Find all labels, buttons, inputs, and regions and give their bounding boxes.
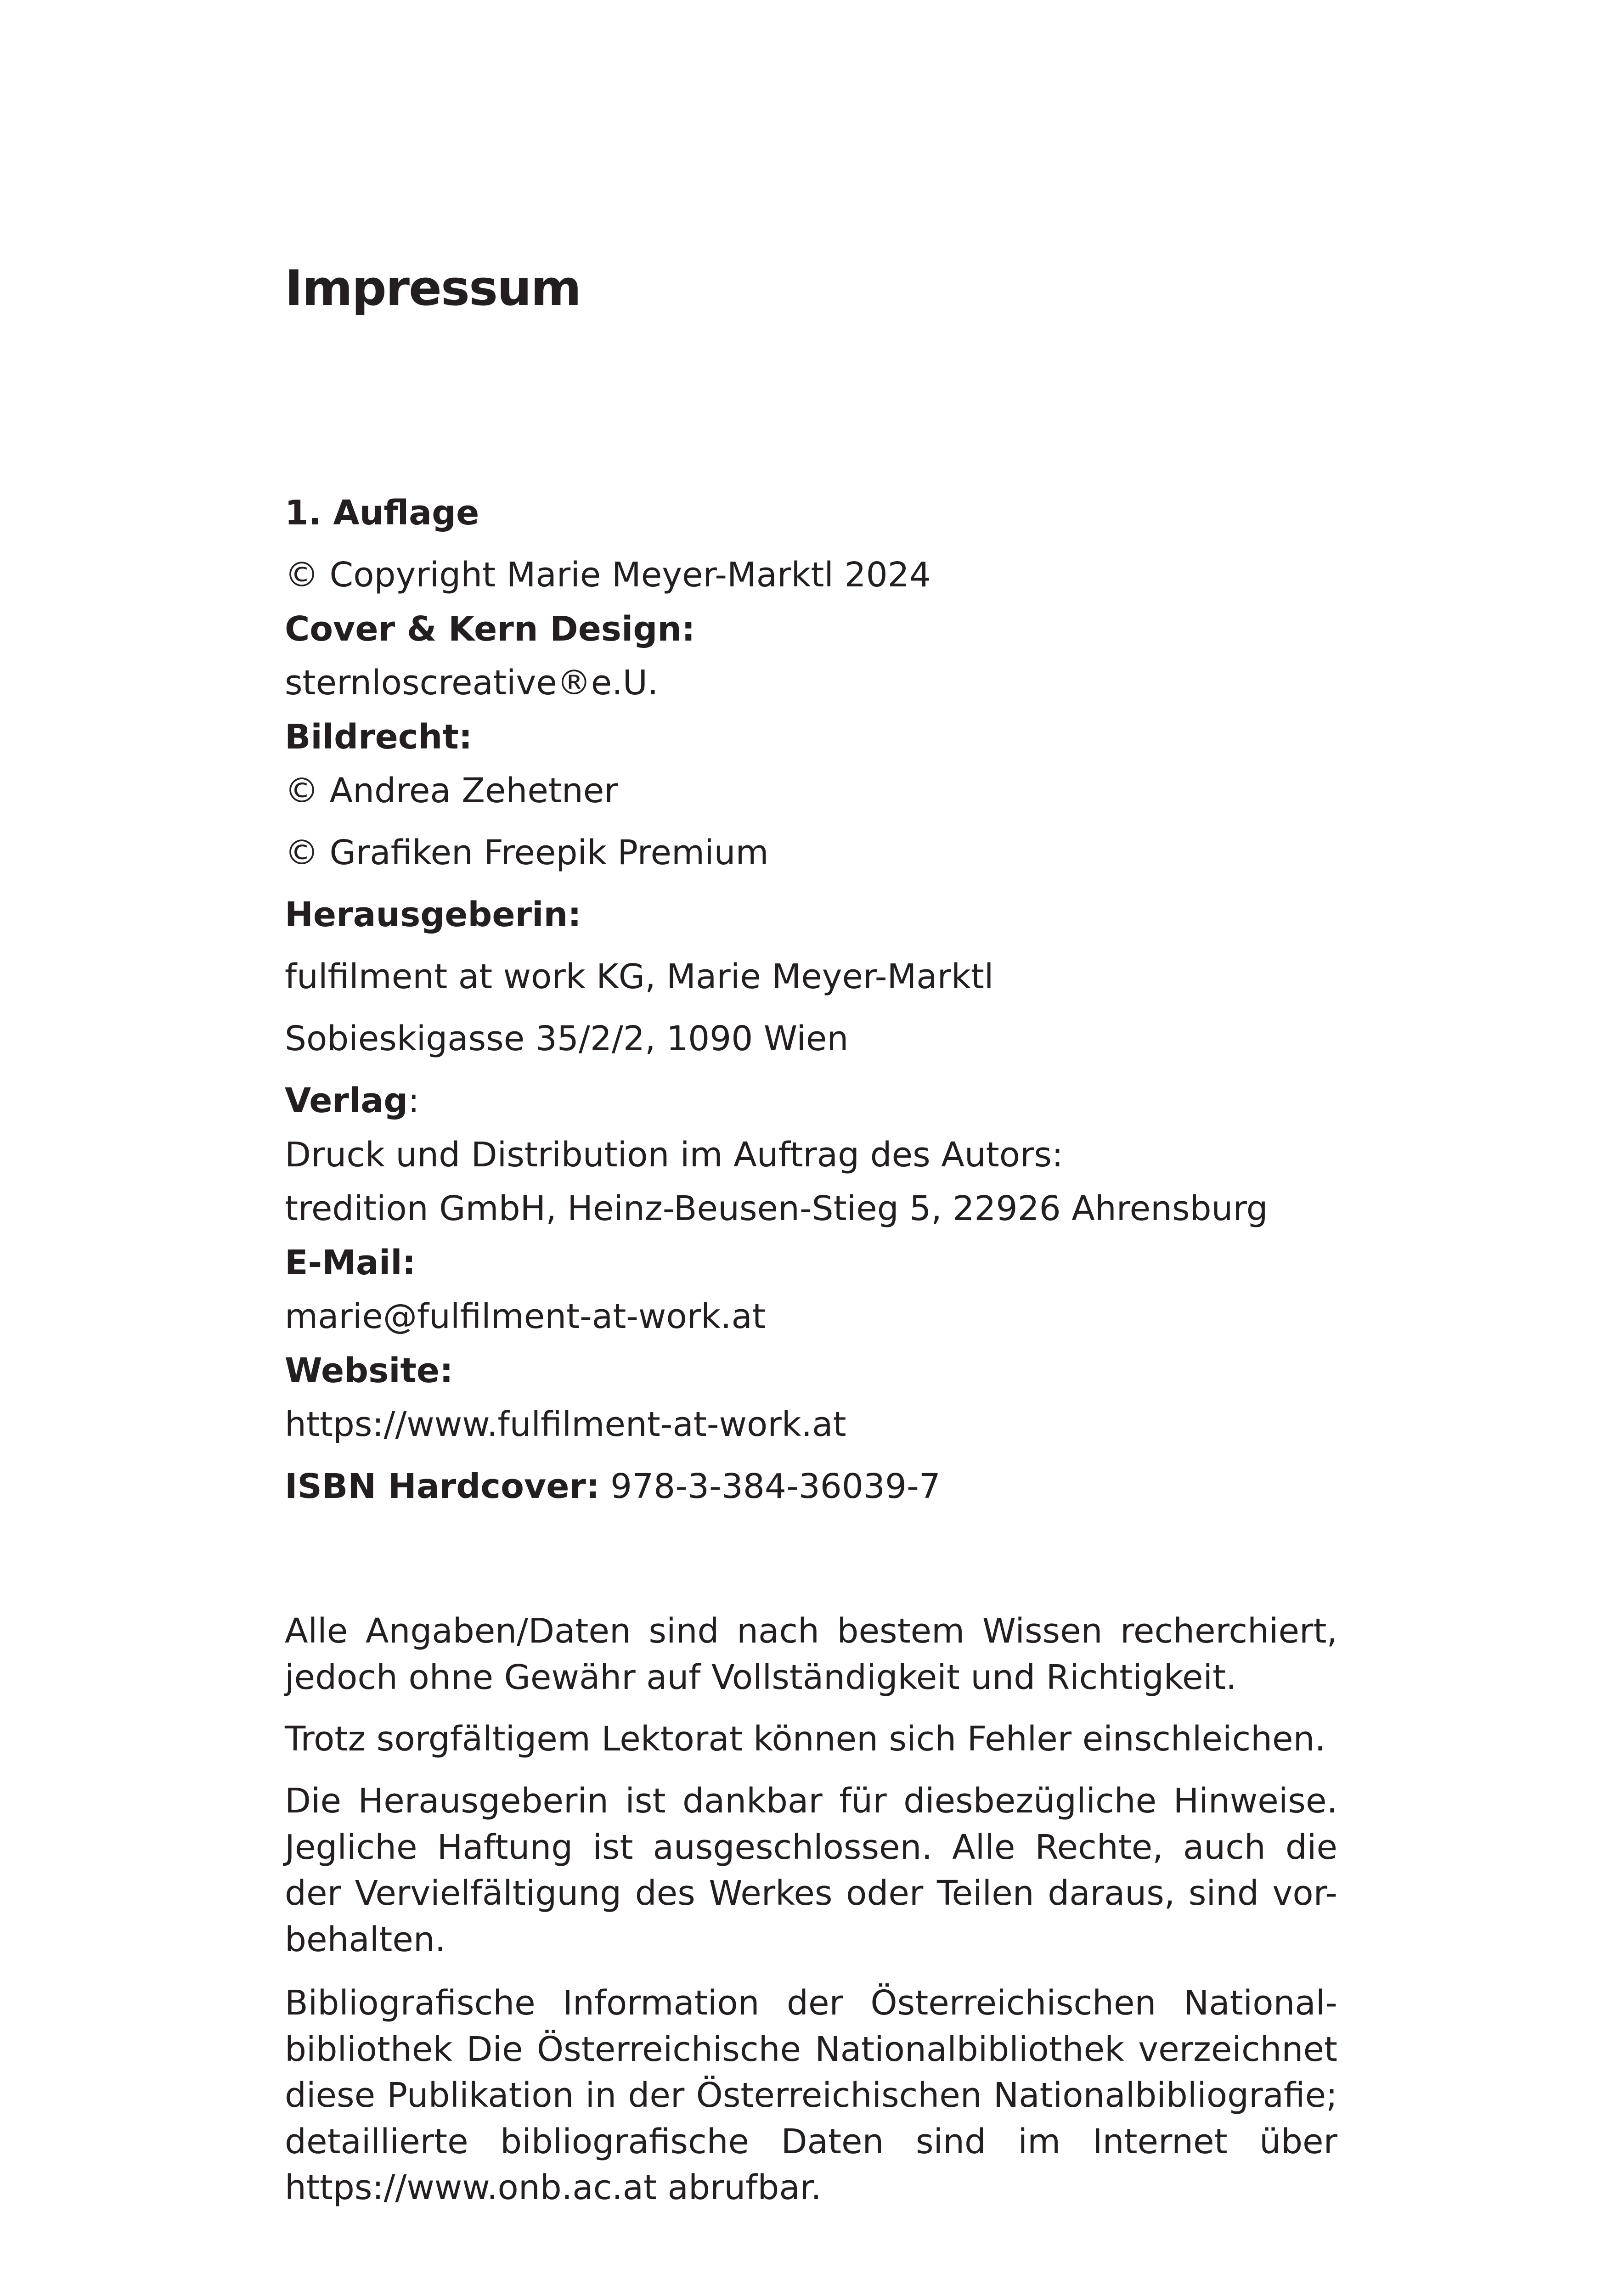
isbn-value: 978-3-384-36039-7 (599, 1467, 941, 1506)
design-label: Cover & Kern Design: (285, 609, 695, 649)
imprint-details (285, 482, 1337, 1518)
isbn-label: ISBN Hardcover: (285, 1467, 600, 1506)
edition: 1. Auflage (285, 493, 479, 533)
image-rights-1: © Andrea Zehetner (285, 771, 618, 810)
publisher-name: fulfilment at work KG, Marie Meyer-Marktl (285, 957, 994, 996)
website-value: https://www.fulfilment-at-work.at (285, 1405, 846, 1444)
disclaimer-accuracy: Alle Angaben/Daten sind nach bestem Wissen recherchiert, jedoch ohne Gewähr auf Vollständigkeit und Richtigkeit. (285, 1611, 1337, 1697)
email-value: marie@fulfilment-at-work.at (285, 1297, 766, 1336)
publisher-address: Sobieskigasse 35/2/2, 1090 Wien (285, 1019, 849, 1058)
design-value: sternloscreative®e.U. (285, 663, 659, 703)
page-title: Impressum (285, 260, 581, 316)
verlag-line-2: tredition GmbH, Heinz-Beusen-Stieg 5, 22926 Ahrensburg (285, 1189, 1268, 1228)
email-label: E-Mail: (285, 1243, 416, 1283)
copyright: © Copyright Marie Meyer-Marktl 2024 (285, 555, 931, 595)
verlag-heading (285, 1070, 1337, 1132)
website-label: Website: (285, 1351, 453, 1390)
image-rights-2: © Grafiken Freepik Premium (285, 833, 769, 872)
verlag-line-1: Druck und Distribution im Auftrag des Autors: (285, 1135, 1063, 1175)
bibliographic-information: Bibliografische Information der Österreichischen National-bibliothek Die Österreichische Nationalbibliothek verzeichnet diese Publikation in der Österreichischen Nationalbibliografie; detaillierte bibliografische Daten sind im Internet über https://www.onb.ac.at abrufbar. (285, 1983, 1337, 2207)
verlag-colon: : (408, 1081, 420, 1120)
publisher-label: Herausgeberin: (285, 895, 581, 934)
image-rights-label: Bildrecht: (285, 717, 473, 757)
isbn-line (285, 1456, 1337, 1518)
verlag-label: Verlag (285, 1081, 408, 1120)
disclaimer-errors: Trotz sorgfältigem Lektorat können sich Fehler einschleichen. (285, 1719, 1325, 1759)
disclaimer-liability: Die Herausgeberin ist dankbar für diesbezügliche Hinweise. Jegliche Haftung ist ausgeschlossen. Alle Rechte, auch die der Vervielfältigung des Werkes oder Teilen daraus, sind vor-behalten. (285, 1781, 1337, 1959)
